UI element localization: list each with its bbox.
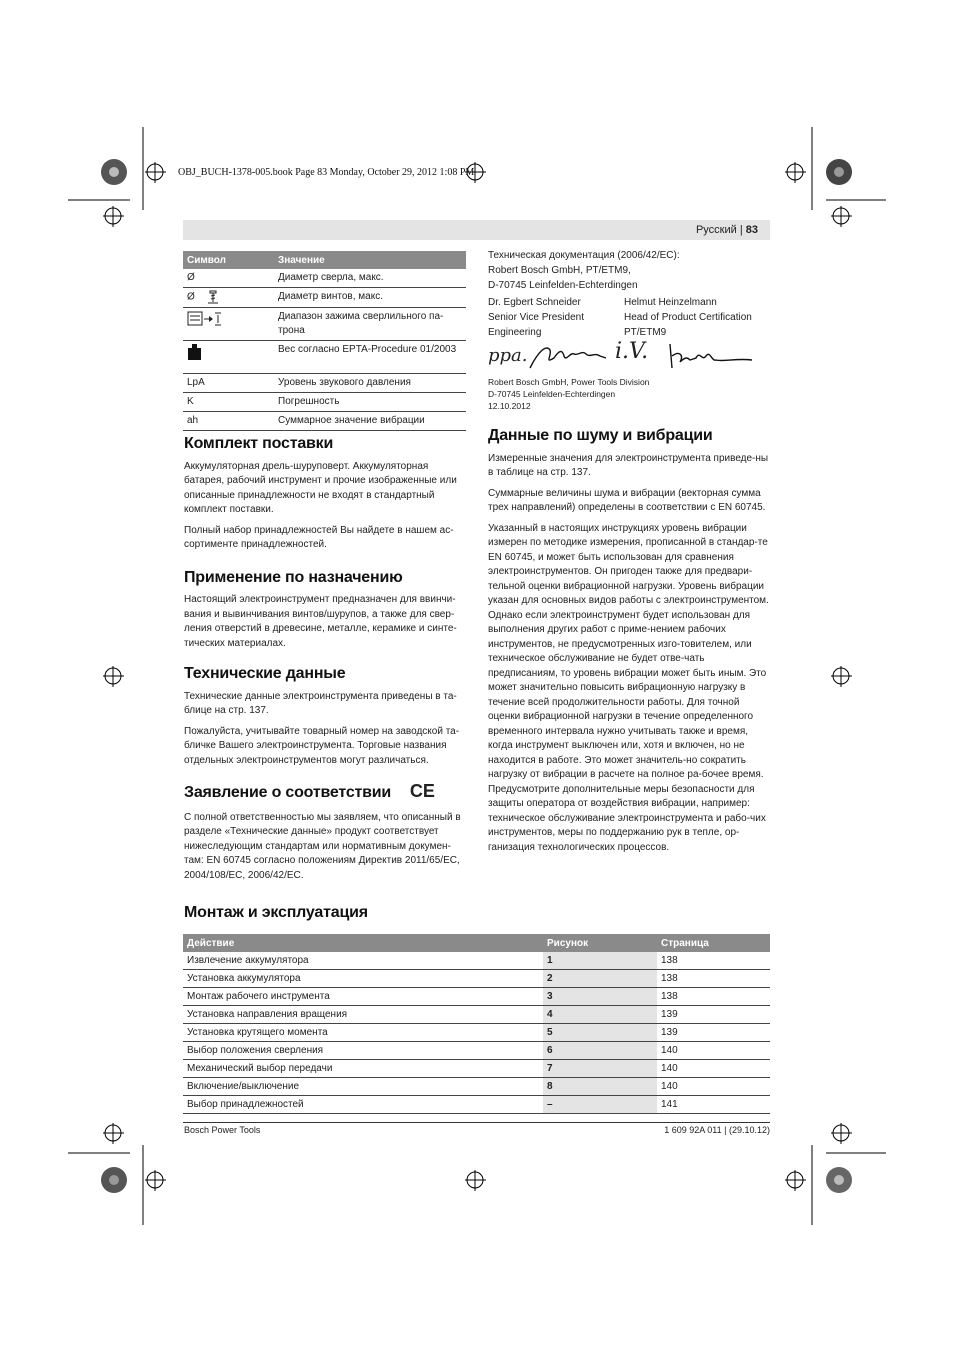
paragraph: Аккумуляторная дрель-шуруповерт. Аккумуляторная батарея, рабочий инструмент и прочие изображенные или описанные принадлежности не входят в стандартный комплект поставки. (184, 460, 457, 515)
signers (488, 295, 770, 340)
footer-left: Bosch Power Tools (184, 1125, 261, 1135)
symbol-table-header: Значение (274, 251, 466, 269)
paragraph: Суммарные величины шума и вибрации (векторная сумма трех направлений) определены в соответствии с EN 60745. (488, 487, 766, 513)
symbol-cell: K (183, 392, 274, 411)
footer-right: 1 609 92A 011 | (29.10.12) (664, 1125, 770, 1135)
assembly-table (183, 934, 770, 1114)
print-info: OBJ_BUCH-1378-005.book Page 83 Monday, October 29, 2012 1:08 PM (178, 167, 475, 178)
table-row: Установка направления вращения 4 139 (183, 1006, 770, 1024)
section-title: Применение по назначению (184, 568, 403, 586)
table-row: Механический выбор передачи 7 140 (183, 1060, 770, 1078)
screw-icon (206, 290, 220, 304)
column-header: Действие (183, 934, 543, 952)
paragraph: Измеренные значения для электроинструмента приведе-ны в таблице на стр. 137. (488, 452, 769, 478)
paragraph: Технические данные электроинструмента приведены в та-блице на стр. 137. (184, 690, 457, 716)
paragraph: С полной ответственностью мы заявляем, что описанный в разделе «Технические данные» продукт соответствует нижеследующим стандартам или нормативным докумен-там: EN 60745 согласно положениям Директив 2011/65/EC, 2004/108/EC, 2006/42/EC. (184, 811, 461, 881)
right-column (488, 248, 770, 412)
noise-section (488, 429, 770, 861)
section-title: Комплект поставки (184, 435, 334, 452)
value-cell: Вес согласно EPTA-Procedure 01/2003 (274, 340, 466, 373)
table-row (183, 373, 466, 392)
weight-icon (187, 343, 203, 361)
paragraph: Полный набор принадлежностей Вы найдете в нашем ас-сортименте принадлежностей. (184, 524, 454, 550)
column-header: Страница (657, 934, 770, 952)
section-title: Заявление о соответствии (184, 784, 392, 801)
signature-iv: i.V. (615, 339, 649, 364)
value-cell: Суммарное значение вибрации (274, 411, 466, 430)
ce-mark: CE (409, 781, 435, 801)
table-row (183, 392, 466, 411)
column-header: Рисунок (543, 934, 657, 952)
signatures (488, 340, 770, 376)
table-row: Включение/выключение 8 140 (183, 1078, 770, 1096)
table-row: Установка аккумулятора 2 138 (183, 970, 770, 988)
chuck-range-icon (187, 310, 223, 328)
page-header: Русский | 83 (183, 220, 770, 240)
symbol-table (183, 251, 466, 431)
table-row: Установка крутящего момента 5 139 (183, 1024, 770, 1042)
table-row: Монтаж рабочего инструмента 3 138 (183, 988, 770, 1006)
paragraph: Настоящий электроинструмент предназначен для ввинчи-вания и вывинчивания винтов/шурупов, а также для свер-ления отверстий в древесине, металле, керамике и синте-тических материалах. (184, 594, 457, 649)
value-cell: Погрешность (274, 392, 466, 411)
value-cell: Диаметр винтов, макс. (274, 288, 466, 308)
left-column (184, 437, 466, 889)
conformity-heading (184, 781, 466, 803)
section-title: Монтаж и эксплуатация (184, 904, 368, 921)
table-row: Выбор положения сверления 6 140 (183, 1042, 770, 1060)
table-row (183, 411, 466, 430)
symbol-cell (183, 340, 274, 373)
section-title: Технические данные (184, 665, 346, 682)
paragraph: Пожалуйста, учитывайте товарный номер на заводской та-бличке Вашего электроинструмента. Торговые названия отдельных электроинструментов могут различаться. (184, 725, 460, 766)
table-row: Выбор принадлежностей – 141 (183, 1096, 770, 1114)
table-row (183, 340, 466, 373)
signer-1: Dr. Egbert Schneider Senior Vice President Engineering (488, 297, 584, 338)
page-number: 83 (745, 224, 758, 236)
assembly-table-container (183, 934, 770, 1114)
signer-2: Helmut Heinzelmann Head of Product Certification PT/ETM9 (624, 297, 752, 338)
section-title: Данные по шуму и вибрации (488, 427, 713, 444)
table-row (183, 269, 466, 288)
signature-ppa: ppa. (488, 345, 528, 366)
symbol-cell: ah (183, 411, 274, 430)
value-cell: Диаметр сверла, макс. (274, 269, 466, 288)
value-cell: Диапазон зажима сверлильного па-трона (274, 307, 466, 340)
symbol-cell: LpA (183, 373, 274, 392)
signature-1 (528, 342, 608, 372)
value-cell: Уровень звукового давления (274, 373, 466, 392)
assembly-section (184, 904, 368, 922)
header-language: Русский (695, 224, 737, 236)
company-address: Robert Bosch GmbH, Power Tools Division D-70745 Leinfelden-Echterdingen 12.10.2012 (488, 377, 650, 411)
symbol-cell (183, 307, 274, 340)
signature-2 (666, 342, 756, 372)
table-row (183, 288, 466, 308)
symbol-cell: Ø (183, 269, 274, 288)
footer-divider (183, 1122, 770, 1123)
symbol-table-container (183, 251, 466, 431)
techdoc: Техническая документация (2006/42/EC): Robert Bosch GmbH, PT/ETM9, D-70745 Leinfelden-Echterdingen (488, 250, 680, 291)
symbol-cell: Ø (183, 288, 274, 308)
table-row (183, 307, 466, 340)
table-row: Извлечение аккумулятора 1 138 (183, 952, 770, 970)
paragraph: Указанный в настоящих инструкциях уровень вибрации измерен по методике измерения, прописанной в стандар-те EN 60745, и может быть использован для сравнения электроинструментов. Он пригоден также для предвари-тельной оценки вибрационной нагрузки. Уровень вибрации указан для основных видов работы с электроинструментом. Однако если электроинструмент будет использован для выполнения других работ с приме-нением рабочих инструментов, не предусмотренных изго-товителем, или техническое обслуживание не будет отве-чать предписаниям, то уровень вибрации может быть иным. Это может значительно повысить вибрационную нагрузку в течение всей продолжительности работы. Для точной оценки вибрационной нагрузки в течение определенного временного интервала нужно учитывать также и время, когда инструмент выключен или, хотя и включен, но не находится в работе. Это может значитель-но сократить нагрузку от вибрации в расчете на полное ра-бочее время. Предусмотрите дополнительные меры безопасности для защиты оператора от воздействия вибрации, например: техническое обслуживание электроинструмента и рабо-чих инструментов, меры по поддержанию рук в тепле, ор-ганизация технологических процессов. (488, 522, 769, 853)
symbol-table-header: Символ (183, 251, 274, 269)
